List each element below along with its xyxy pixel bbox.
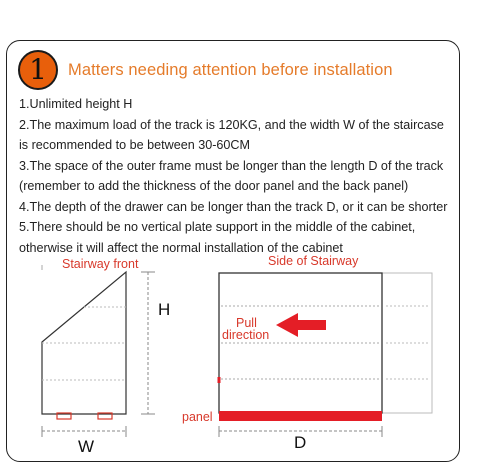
note-line: 5.There should be no vertical plate support in the middle of the cabinet, (19, 220, 416, 234)
note-line: is recommended to be between 30-60CM (19, 138, 251, 152)
track-panel (219, 411, 382, 421)
pull-label-line1: Pull (236, 316, 257, 330)
section-title: Matters needing attention before installation (68, 60, 393, 79)
note-line: 4.The depth of the drawer can be longer than the track D, or it can be shorter (19, 199, 448, 214)
height-dimension (141, 272, 155, 414)
note-line: 1.Unlimited height H (19, 97, 133, 111)
note-line: 3.The space of the outer frame must be longer than the length D of the track (19, 158, 444, 173)
panel-label: panel (182, 410, 213, 424)
front-view-title: Stairway front (62, 257, 139, 271)
pull-arrow-shaft (298, 320, 326, 330)
width-dimension (42, 426, 126, 437)
step-number-badge: 1 (18, 50, 58, 90)
note-line: 2.The maximum load of the track is 120KG, and the width W of the staircase (19, 117, 444, 132)
stairway-side-shape (219, 273, 432, 421)
pull-label-line2: direction (222, 328, 270, 342)
side-view-title: Side of Stairway (268, 254, 359, 268)
width-label: W (78, 437, 95, 456)
depth-label: D (294, 433, 307, 452)
stairway-front-shape (42, 272, 126, 419)
note-line: otherwise it will affect the normal installation of the cabinet (19, 240, 343, 255)
height-label: H (158, 300, 171, 319)
note-line: (remember to add the thickness of the door panel and the back panel) (19, 179, 409, 193)
